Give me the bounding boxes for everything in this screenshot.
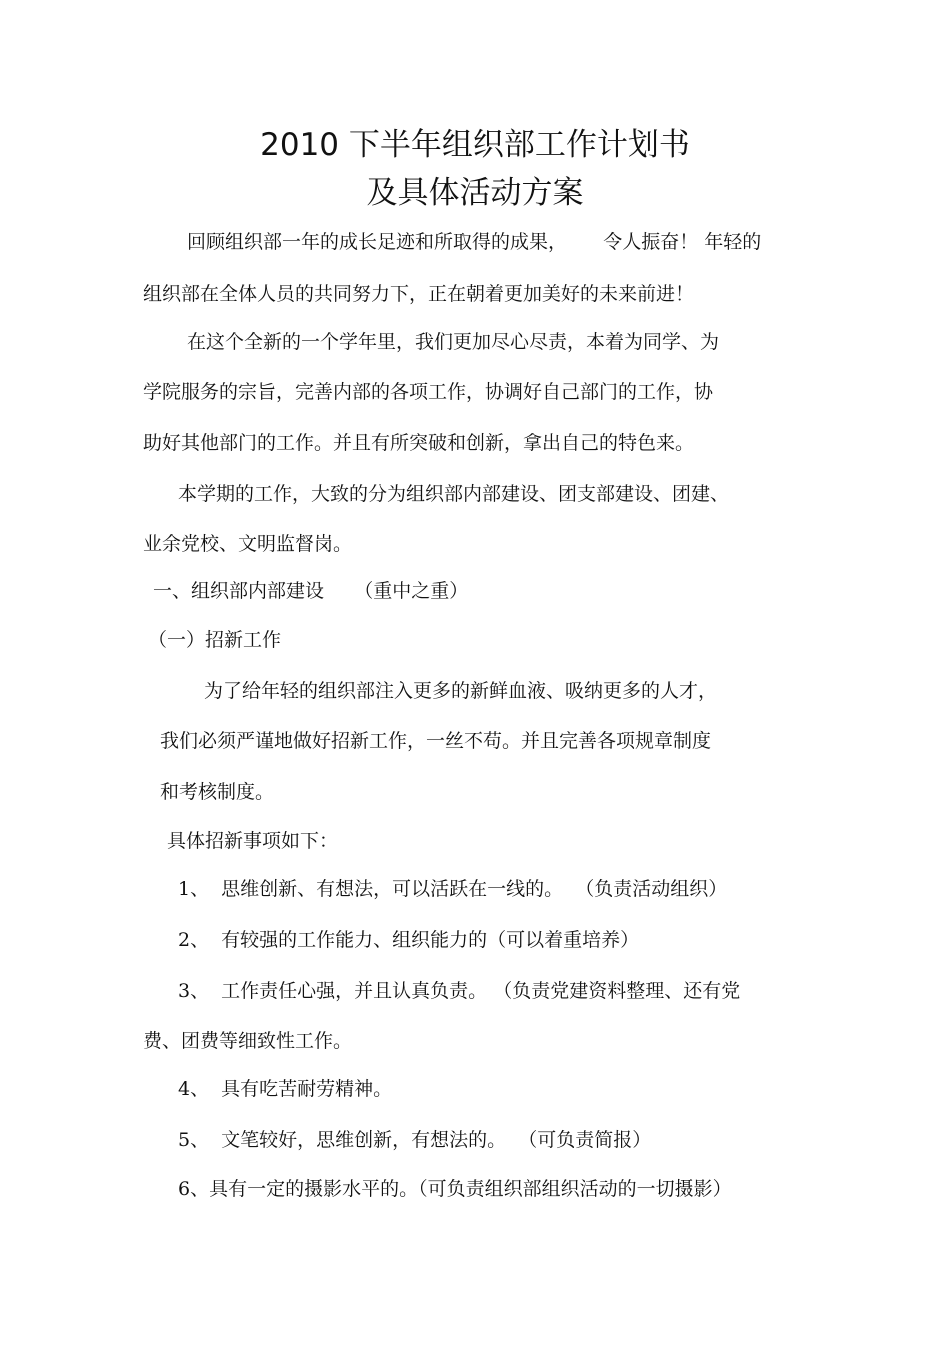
paragraph-line: 本学期的工作，大致的分为组织部内部建设、团支部建设、团建、 (178, 483, 730, 505)
paragraph-line: 我们必须严谨地做好招新工作，一丝不苟。并且完善各项规章制度 (160, 730, 712, 752)
list-item: 2、 有较强的工作能力、组织能力的（可以着重培养） (178, 929, 640, 951)
paragraph-line: 回顾组织部一年的成长足迹和所取得的成果， 令人振奋！ 年轻的 (187, 231, 762, 253)
list-item: 6、具有一定的摄影水平的。（可负责组织部组织活动的一切摄影） (178, 1178, 732, 1200)
subsection-heading: （一）招新工作 (148, 629, 282, 651)
paragraph-line: 和考核制度。 (160, 781, 275, 803)
paragraph-line: 业余党校、文明监督岗。 (143, 533, 353, 555)
paragraph-line: 学院服务的宗旨，完善内部的各项工作，协调好自己部门的工作，协 (143, 381, 714, 403)
paragraph-line: 为了给年轻的组织部注入更多的新鲜血液、吸纳更多的人才， (204, 680, 718, 702)
list-item: 5、 文笔较好，思维创新，有想法的。 （可负责简报） (178, 1129, 652, 1151)
document-title: 2010 下半年组织部工作计划书 (260, 127, 690, 163)
paragraph-line: 组织部在全体人员的共同努力下，正在朝着更加美好的未来前进！ (143, 283, 695, 305)
paragraph-line: 在这个全新的一个学年里，我们更加尽心尽责，本着为同学、为 (187, 331, 720, 353)
list-item: 3、 工作责任心强，并且认真负责。 （负责党建资料整理、还有党 (178, 980, 741, 1002)
list-item: 4、 具有吃苦耐劳精神。 (178, 1078, 393, 1100)
paragraph-line: 助好其他部门的工作。并且有所突破和创新，拿出自己的特色来。 (143, 432, 695, 454)
list-item: 1、 思维创新、有想法，可以活跃在一线的。 （负责活动组织） (178, 878, 728, 900)
list-item-continuation: 费、团费等细致性工作。 (143, 1030, 353, 1052)
document-subtitle: 及具体活动方案 (366, 175, 584, 211)
list-intro: 具体招新事项如下： (167, 830, 339, 852)
section-heading: 一、组织部内部建设 （重中之重） (153, 580, 469, 602)
